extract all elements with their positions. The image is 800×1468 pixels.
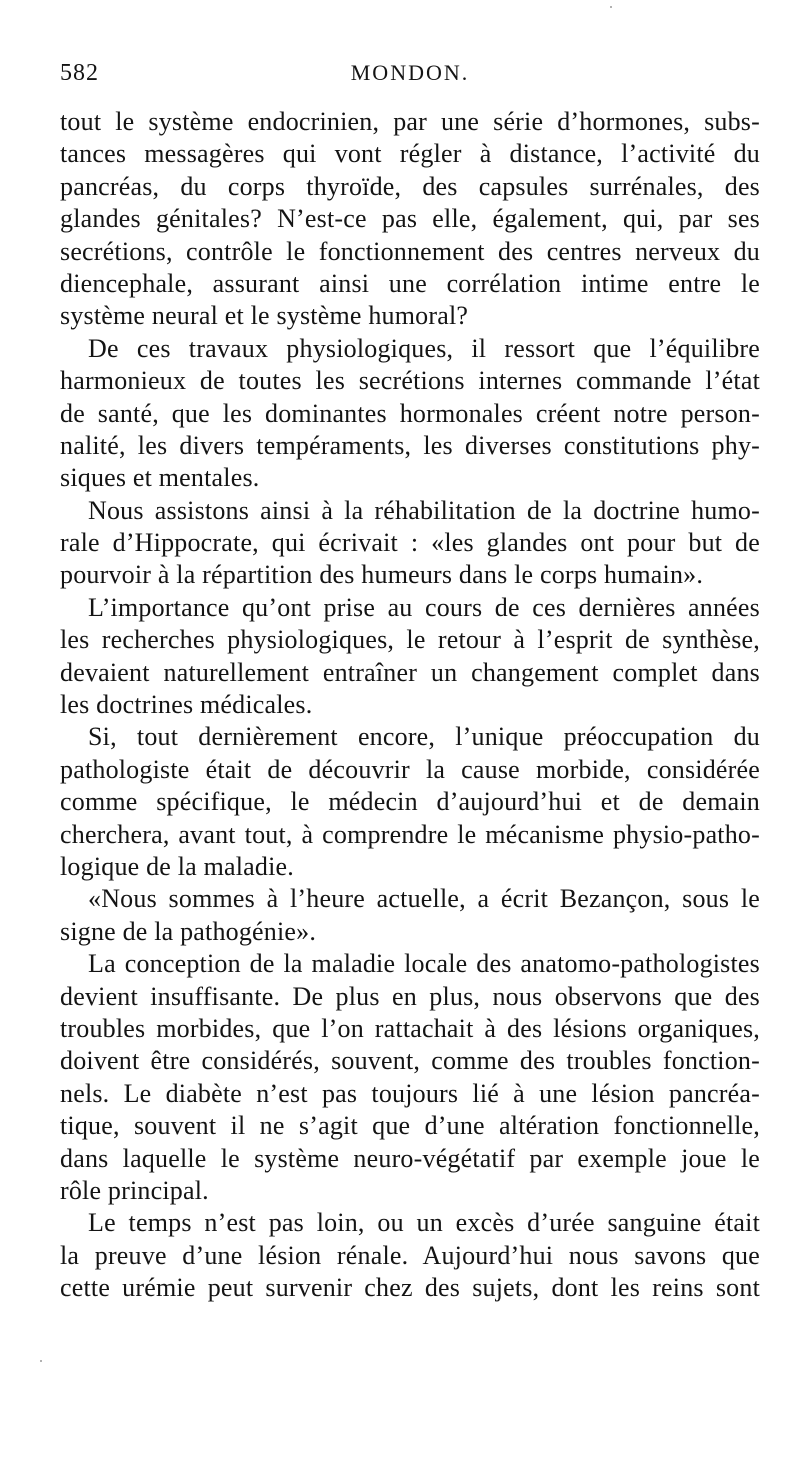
- text-line: rale d’Hippocrate, qui écrivait : «les glandes ont pour but de: [60, 528, 760, 558]
- text-line: la preuve d’une lésion rénale. Aujourd’hui nous savons que: [60, 1240, 760, 1270]
- text-line: diencephale, assurant ainsi une corrélation intime entre le: [60, 268, 760, 298]
- text-line: glandes génitales? N’est-ce pas elle, également, qui, par ses: [60, 204, 760, 234]
- text-line: devaient naturellement entraîner un changement complet dans: [60, 657, 760, 687]
- text-line: nalité, les divers tempéraments, les diverses constitutions phy-: [60, 430, 760, 460]
- running-head: [60, 60, 760, 94]
- text-line: cette urémie peut survenir chez des sujets, dont les reins sont: [60, 1273, 760, 1303]
- text-line: devient insuffisante. De plus en plus, nous observons que des: [60, 981, 760, 1011]
- scan-speck: [610, 6, 612, 8]
- text-line: Nous assistons ainsi à la réhabilitation de la doctrine humo-: [88, 495, 760, 525]
- text-line: système neural et le système humoral?: [60, 301, 469, 331]
- text-line: secrétions, contrôle le fonctionnement des centres nerveux du: [60, 236, 760, 266]
- text-line: pancréas, du corps thyroïde, des capsules surrénales, des: [60, 171, 760, 201]
- text-line: siques et mentales.: [60, 463, 260, 493]
- text-line: Si, tout dernièrement encore, l’unique préoccupation du: [88, 722, 760, 752]
- text-line: pathologiste était de découvrir la cause morbide, considérée: [60, 754, 760, 784]
- text-line: troubles morbides, que l’on rattachait à des lésions organiques,: [60, 1013, 760, 1043]
- text-line: comme spécifique, le médecin d’aujourd’hui et de demain: [60, 787, 760, 817]
- text-line: de santé, que les dominantes hormonales créent notre person-: [60, 398, 760, 428]
- text-line: L’importance qu’ont prise au cours de ces dernières années: [88, 592, 760, 622]
- text-line: les recherches physiologiques, le retour à l’esprit de synthèse,: [60, 625, 760, 655]
- running-title: MONDON.: [350, 60, 470, 85]
- text-line: «Nous sommes à l’heure actuelle, a écrit Bezançon, sous le: [88, 884, 760, 914]
- scan-speck: [40, 1360, 42, 1362]
- text-line: dans laquelle le système neuro-végétatif par exemple joue le: [60, 1143, 760, 1173]
- text-line: harmonieux de toutes les secrétions internes commande l’état: [60, 366, 760, 396]
- text-line: doivent être considérés, souvent, comme des troubles fonction-: [60, 1046, 760, 1076]
- text-line: signe de la pathogénie».: [60, 916, 317, 946]
- body-text: [60, 106, 760, 1304]
- text-line: les doctrines médicales.: [60, 690, 313, 720]
- text-line: nels. Le diabète n’est pas toujours lié à une lésion pancréa-: [60, 1078, 760, 1108]
- text-line: La conception de la maladie locale des anatomo-pathologistes: [88, 949, 760, 979]
- text-line: tique, souvent il ne s’agit que d’une altération fonctionnelle,: [60, 1111, 760, 1141]
- text-line: cherchera, avant tout, à comprendre le mécanisme physio-patho-: [60, 819, 760, 849]
- text-line: De ces travaux physiologiques, il ressort que l’équilibre: [88, 333, 760, 363]
- text-line: logique de la maladie.: [60, 851, 294, 881]
- page-number: 582: [60, 60, 99, 86]
- text-line: tances messagères qui vont régler à distance, l’activité du: [60, 139, 760, 169]
- text-line: pourvoir à la répartition des humeurs dans le corps humain».: [60, 560, 704, 590]
- text-line: tout le système endocrinien, par une série d’hormones, subs-: [60, 107, 760, 136]
- text-line: rôle principal.: [60, 1175, 209, 1205]
- text-line: Le temps n’est pas loin, ou un excès d’urée sanguine était: [88, 1208, 760, 1238]
